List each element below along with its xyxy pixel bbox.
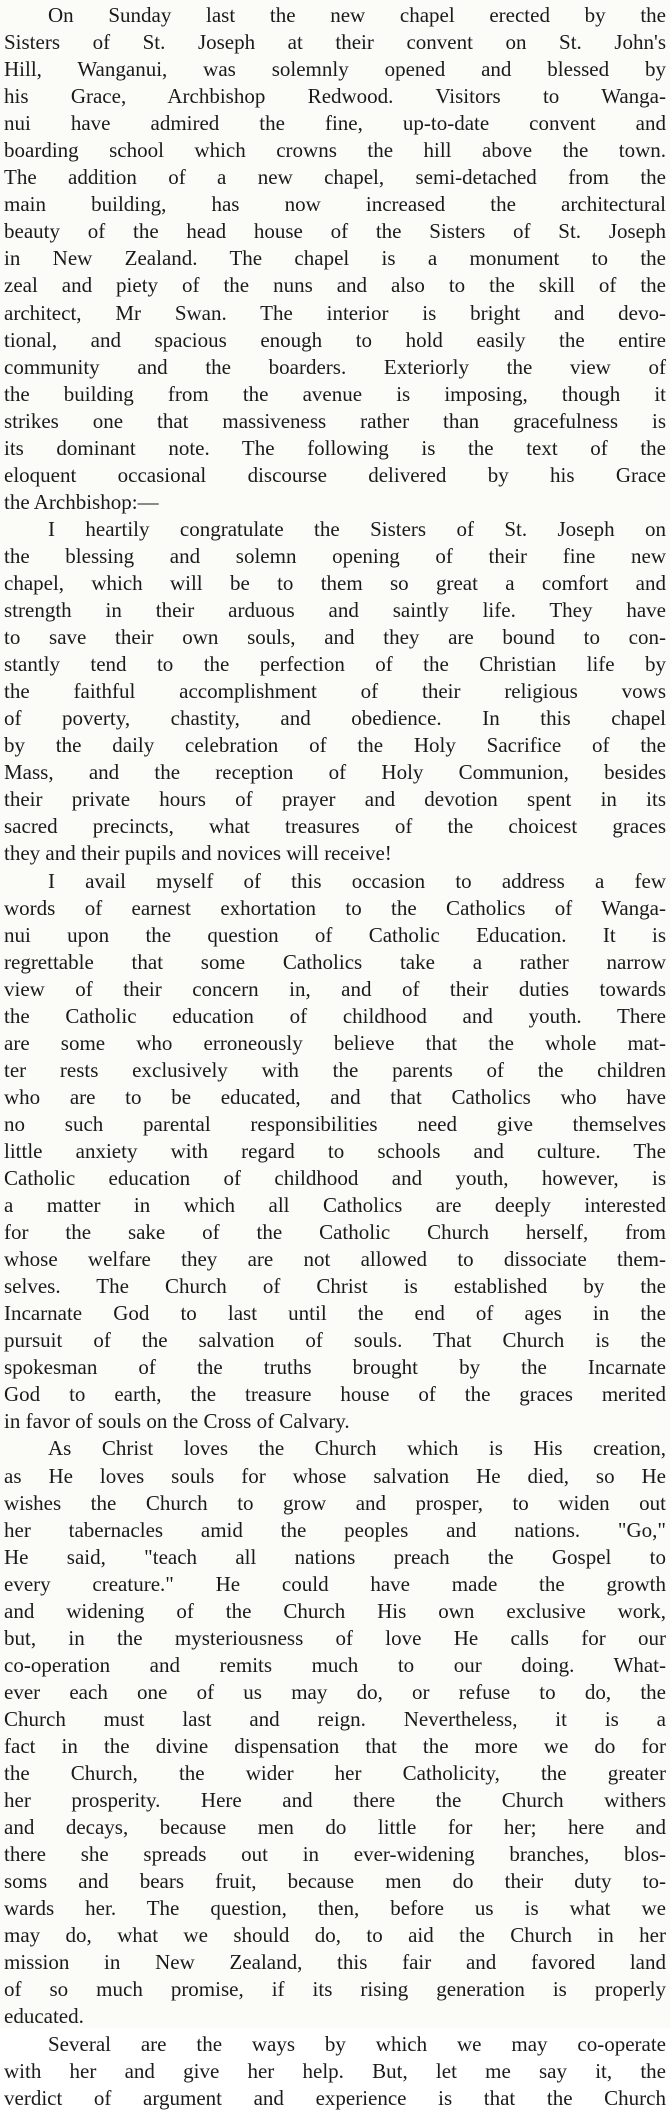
text-line: I heartily congratulate the Sisters of St. Joseph on xyxy=(48,516,666,541)
text-line: main building, has now increased the architectural xyxy=(4,192,666,217)
text-line: who are to be educated, and that Catholics who have xyxy=(4,1084,666,1109)
text-line: of poverty, chastity, and obedience. In this chapel xyxy=(4,706,666,731)
text-line: her prosperity. Here and there the Church withers xyxy=(4,1788,666,1813)
paragraph-chapel-opening xyxy=(4,2,666,516)
text-line: and widening of the Church His own exclusive work, xyxy=(4,1598,666,1623)
text-line: Church must last and reign. Nevertheless, it is a xyxy=(4,1706,666,1731)
text-line: The addition of a new chapel, semi-detached from the xyxy=(4,165,666,190)
text-line: there she spreads out in ever-widening branches, blos- xyxy=(4,1842,666,1867)
text-line: a matter in which all Catholics are deeply interested xyxy=(4,1193,666,1218)
text-line: community and the boarders. Exteriorly the view of xyxy=(4,354,666,379)
text-line: chapel, which will be to them so great a comfort and xyxy=(4,570,666,595)
text-line: soms and bears fruit, because men do their duty to- xyxy=(4,1869,666,1894)
text-line: Catholic education of childhood and youth, however, is xyxy=(4,1166,666,1191)
text-line: the faithful accomplishment of their religious vows xyxy=(4,679,666,704)
paragraph-church-growth xyxy=(4,1435,666,2030)
text-line: stantly tend to the perfection of the Christian life by xyxy=(4,652,666,677)
text-line: co-operation and remits much to our doing. What- xyxy=(4,1652,666,1677)
paragraph-congratulations xyxy=(4,516,666,868)
text-line: beauty of the head house of the Sisters of St. Joseph xyxy=(4,219,666,244)
text-line: pursuit of the salvation of souls. That Church is the xyxy=(4,1328,666,1353)
text-line: the Catholic education of childhood and youth. There xyxy=(4,1003,666,1028)
text-line: as He loves souls for whose salvation He died, so He xyxy=(4,1463,666,1488)
text-line: Sisters of St. Joseph at their convent on St. John's xyxy=(4,30,666,55)
text-line: Incarnate God to last until the end of ages in the xyxy=(4,1301,666,1326)
paragraph-catholic-education xyxy=(4,868,666,1436)
text-line: their private hours of prayer and devotion spent in its xyxy=(4,787,666,812)
text-line: the Archbishop:— xyxy=(4,489,159,514)
text-line: spokesman of the truths brought by the Incarnate xyxy=(4,1355,666,1380)
text-line: may do, what we should do, to aid the Church in her xyxy=(4,1923,666,1948)
text-line: view of their concern in, and of their duties towards xyxy=(4,976,666,1001)
paragraph-ways-to-cooperate xyxy=(4,2031,666,2112)
text-line: Several are the ways by which we may co-operate xyxy=(48,2031,666,2056)
text-line: they and their pupils and novices will receive! xyxy=(4,841,392,866)
text-line: He said, "teach all nations preach the Gospel to xyxy=(4,1544,666,1569)
article-column xyxy=(4,2,666,2112)
text-line: its dominant note. The following is the text of the xyxy=(4,435,666,460)
text-line: I avail myself of this occasion to address a few xyxy=(48,868,666,893)
text-line: nui have admired the fine, up-to-date convent and xyxy=(4,111,666,136)
text-line: ter rests exclusively with the parents of the children xyxy=(4,1057,666,1082)
text-line: sacred precincts, what treasures of the choicest graces xyxy=(4,814,666,839)
text-line: to save their own souls, and they are bound to con- xyxy=(4,625,666,650)
text-line: the Church, the wider her Catholicity, the greater xyxy=(4,1761,666,1786)
text-line: but, in the mysteriousness of love He calls for our xyxy=(4,1625,666,1650)
text-line: for the sake of the Catholic Church herself, from xyxy=(4,1220,666,1245)
text-line: no such parental responsibilities need give themselves xyxy=(4,1111,666,1136)
text-line: tional, and spacious enough to hold easily the entire xyxy=(4,327,666,352)
text-line: As Christ loves the Church which is His creation, xyxy=(48,1436,666,1461)
text-line: Mass, and the reception of Holy Communion, besides xyxy=(4,760,666,785)
text-line: words of earnest exhortation to the Catholics of Wanga- xyxy=(4,895,666,920)
text-line: of so much promise, if its rising generation is properly xyxy=(4,1977,666,2002)
text-line: mission in New Zealand, this fair and favored land xyxy=(4,1950,666,1975)
text-line: with her and give her help. But, let me say it, the xyxy=(4,2058,666,2083)
text-line: Hill, Wanganui, was solemnly opened and blessed by xyxy=(4,57,666,82)
text-line: boarding school which crowns the hill above the town. xyxy=(4,138,666,163)
text-line: God to earth, the treasure house of the graces merited xyxy=(4,1382,666,1407)
text-line: architect, Mr Swan. The interior is bright and devo- xyxy=(4,300,666,325)
text-line: in favor of souls on the Cross of Calvary. xyxy=(4,1409,350,1434)
text-line: fact in the divine dispensation that the more we do for xyxy=(4,1734,666,1758)
text-line: selves. The Church of Christ is established by the xyxy=(4,1274,666,1299)
text-line: nui upon the question of Catholic Education. It is xyxy=(4,922,666,947)
text-line: eloquent occasional discourse delivered by his Grace xyxy=(4,462,666,487)
text-line: zeal and piety of the nuns and also to the skill of the xyxy=(4,273,666,298)
text-line: his Grace, Archbishop Redwood. Visitors to Wanga- xyxy=(4,84,666,109)
text-line: strength in their arduous and saintly life. They have xyxy=(4,598,666,623)
text-line: verdict of argument and experience is that the Church xyxy=(4,2085,666,2110)
text-line: are some who erroneously believe that the whole mat- xyxy=(4,1030,666,1055)
text-line: in New Zealand. The chapel is a monument to the xyxy=(4,246,666,271)
text-line: every creature." He could have made the growth xyxy=(4,1571,666,1596)
text-line: and decays, because men do little for her; here and xyxy=(4,1815,666,1840)
text-line: wards her. The question, then, before us is what we xyxy=(4,1896,666,1921)
text-line: On Sunday last the new chapel erected by the xyxy=(48,3,666,27)
text-line: little anxiety with regard to schools and culture. The xyxy=(4,1138,666,1163)
text-line: the building from the avenue is imposing, though it xyxy=(4,381,666,406)
text-line: regrettable that some Catholics take a rather narrow xyxy=(4,949,666,974)
text-line: educated. xyxy=(4,2004,84,2029)
text-line: by the daily celebration of the Holy Sacrifice of the xyxy=(4,733,666,758)
text-line: strikes one that massiveness rather than gracefulness is xyxy=(4,408,666,433)
text-line: whose welfare they are not allowed to dissociate them- xyxy=(4,1247,666,1272)
text-line: wishes the Church to grow and prosper, to widen out xyxy=(4,1490,666,1515)
text-line: her tabernacles amid the peoples and nations. "Go," xyxy=(4,1517,666,1542)
text-line: ever each one of us may do, or refuse to do, the xyxy=(4,1679,666,1704)
text-line: the blessing and solemn opening of their fine new xyxy=(4,543,666,568)
